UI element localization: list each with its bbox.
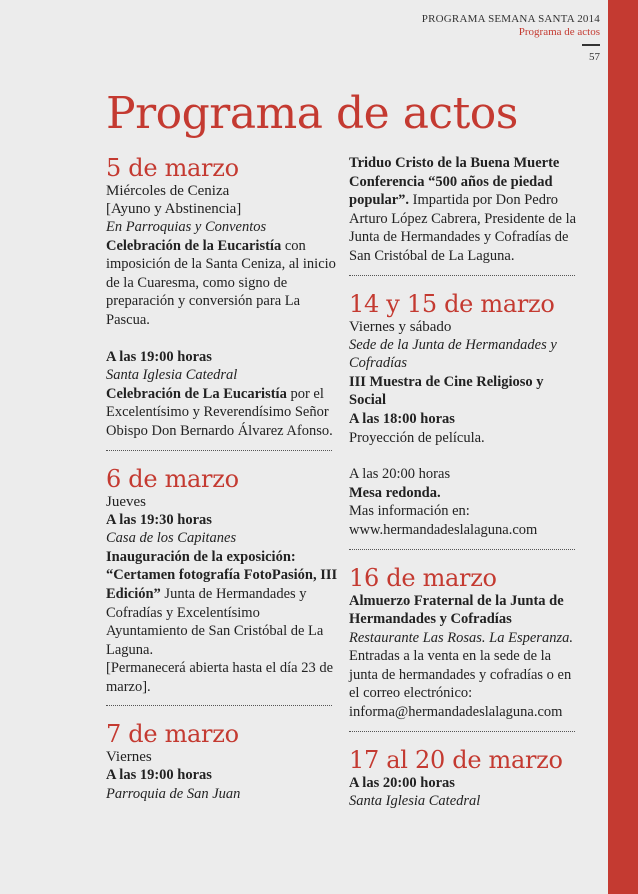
event-title: Conferencia “500 años de piedad popular”. — [349, 173, 553, 209]
event-title: Celebración de la Eucaristía — [106, 237, 282, 254]
page-number: 57 — [589, 51, 600, 63]
event-text: con imposición de la Santa Ceniza, al inicio de la Cuaresma, como signo de preparación y conversión para La Pascua. — [106, 237, 336, 328]
date-7-marzo: 7 de marzo — [106, 720, 239, 749]
event-time: A las 19:00 horas — [106, 348, 212, 365]
event-title: Inauguración de la exposición: — [106, 548, 296, 565]
event-title: Almuerzo Fraternal de la Junta de Hermandades y Cofradías — [349, 592, 564, 628]
day-label: Jueves — [106, 493, 146, 510]
event-title: Celebración de La Eucaristía — [106, 385, 287, 402]
date-6-marzo: 6 de marzo — [106, 464, 239, 493]
event-time: A las 20:00 horas — [349, 774, 455, 791]
event-title: Triduo Cristo de la Buena Muerte — [349, 155, 560, 171]
day-note: [Ayuno y Abstinencia] — [106, 201, 242, 217]
event-location: Santa Iglesia Catedral — [106, 367, 238, 384]
event-description: Entradas a la venta en la sede de la junta de hermandades y cofradías o en el correo electrónico: — [349, 648, 572, 702]
event-text: Proyección de película. — [349, 429, 485, 446]
date-14-15-marzo: 14 y 15 de marzo — [349, 289, 555, 318]
event-title: “Certamen fotografía FotoPasión, III Edición” — [106, 567, 338, 602]
event-location: Parroquia de San Juan — [106, 786, 241, 803]
dotted-divider — [349, 549, 575, 550]
red-sidebar — [608, 0, 638, 894]
info-label: Mas información en: — [349, 503, 470, 520]
date-5-marzo: 5 de marzo — [106, 154, 239, 182]
day-label: Miércoles de Ceniza — [106, 183, 230, 199]
right-column — [349, 154, 579, 811]
dotted-divider — [349, 731, 575, 732]
page-title: Programa de actos — [106, 88, 518, 139]
dotted-divider — [106, 450, 332, 451]
event-time: A las 18:00 horas — [349, 410, 455, 427]
event-location: Restaurante Las Rosas. La Esperanza. — [349, 629, 573, 646]
event-description — [106, 566, 338, 659]
event-title: Mesa redonda. — [349, 484, 441, 501]
event-location: Casa de los Capitanes — [106, 530, 237, 547]
event-note: [Permanecerá abierta hasta el día 23 de marzo]. — [106, 660, 334, 695]
left-column — [106, 154, 338, 804]
date-17-20-marzo: 17 al 20 de marzo — [349, 745, 563, 774]
event-description — [349, 173, 579, 266]
email-link[interactable]: informa@hermandadeslalaguna.com — [349, 704, 563, 721]
event-location: En Parroquias y Conventos — [106, 219, 267, 235]
event-text: por el Excelentísimo y Reverendísimo Señor Obispo Don Bernardo Álvarez Afonso. — [106, 385, 333, 439]
event-text: Junta de Hermandades y Cofradías y Excelentísimo Ayuntamiento de San Cristóbal de La Laguna. — [106, 585, 324, 658]
event-location: Sede de la Junta de Hermandades y Cofradías — [349, 336, 557, 372]
day-label: Viernes — [106, 749, 152, 766]
event-description — [106, 385, 338, 441]
event-text: Impartida por Don Pedro Arturo López Cabrera, Presidente de la Junta de Hermandades y Cofradías de San Cristóbal de La Laguna. — [349, 192, 577, 264]
event-location: Santa Iglesia Catedral — [349, 793, 481, 810]
dotted-divider — [349, 275, 575, 276]
day-label: Viernes y sábado — [349, 318, 452, 335]
page-header — [422, 13, 600, 38]
publication-title: PROGRAMA SEMANA SANTA 2014 — [421, 13, 600, 25]
section-title: Programa de actos — [518, 26, 600, 38]
event-time: A las 19:00 horas — [106, 767, 212, 784]
event-time: A las 20:00 horas — [349, 466, 451, 483]
event-title: III Muestra de Cine Religioso y Social — [349, 373, 544, 409]
dotted-divider — [106, 705, 332, 706]
website-link[interactable]: www.hermandadeslalaguna.com — [349, 521, 538, 538]
page-number-rule — [582, 44, 600, 46]
event-time: A las 19:30 horas — [106, 511, 212, 528]
event-description — [106, 237, 338, 330]
date-16-marzo: 16 de marzo — [349, 563, 497, 592]
